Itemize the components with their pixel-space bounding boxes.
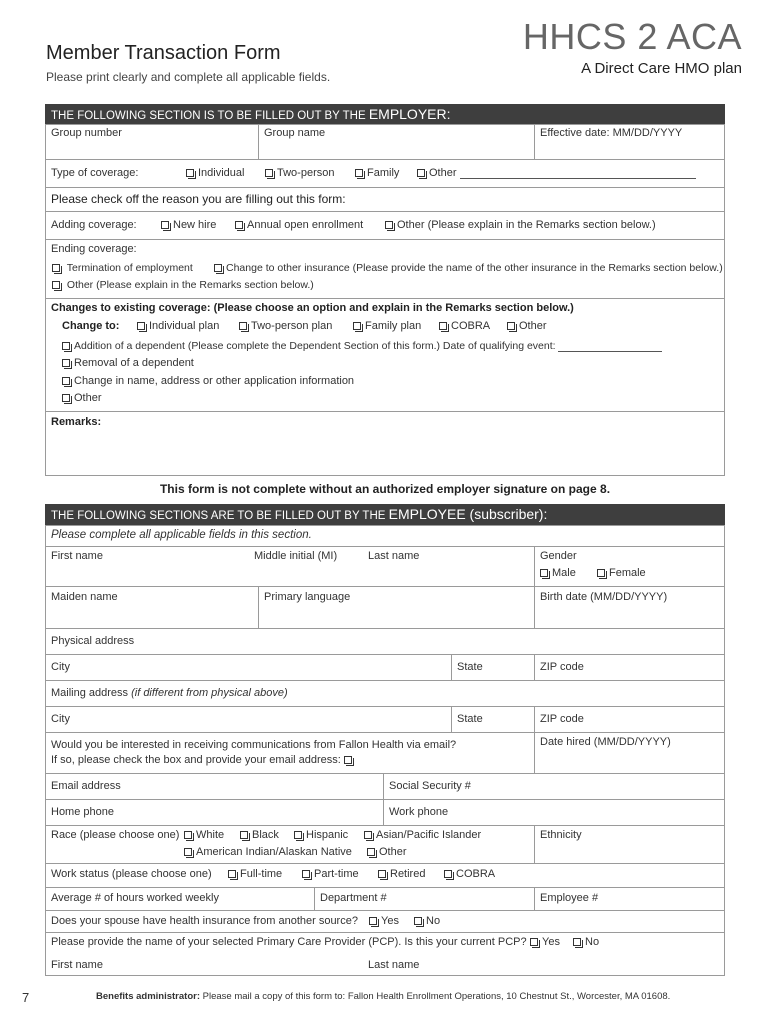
checkbox-icon: [214, 264, 222, 272]
checkbox-icon: [597, 569, 605, 577]
plan-name: A Direct Care HMO plan: [581, 60, 742, 77]
form-code: HHCS 2 ACA: [522, 16, 742, 57]
coverage-individual-checkbox[interactable]: Individual: [186, 167, 244, 179]
employee-number-field[interactable]: Employee #: [540, 892, 599, 904]
divider: [45, 680, 725, 681]
checkbox-icon: [240, 831, 248, 839]
checkbox-icon: [355, 169, 363, 177]
pcp-no-checkbox[interactable]: No: [573, 936, 599, 948]
checkbox-icon: [369, 917, 377, 925]
divider: [45, 239, 725, 240]
addition-dependent-checkbox[interactable]: Addition of a dependent (Please complete the Dependent Section of this form.) Date of qualifying event:: [62, 340, 662, 352]
divider: [45, 799, 725, 800]
work-status-label: Work status (please choose one): [51, 868, 212, 880]
employee-bar-text: THE FOLLOWING SECTIONS ARE TO BE FILLED OUT BY THE: [51, 510, 389, 522]
spouse-yes-checkbox[interactable]: Yes: [369, 915, 399, 927]
employer-bar-text: THE FOLLOWING SECTION IS TO BE FILLED OUT BY THE: [51, 110, 369, 122]
physical-address-field[interactable]: Physical address: [51, 635, 135, 647]
divider: [45, 546, 725, 547]
checkbox-icon: [239, 322, 247, 330]
employee-bar-emphasis: EMPLOYEE (subscriber):: [388, 506, 548, 522]
divider: [534, 124, 535, 159]
qualifying-event-date-line[interactable]: [558, 351, 662, 352]
employee-instruction: Please complete all applicable fields in this section.: [51, 529, 312, 541]
checkbox-icon: [184, 848, 192, 856]
checkbox-icon: [378, 870, 386, 878]
ending-change-insurance-checkbox[interactable]: Change to other insurance (Please provide the name of the other insurance in the Remarks section below.): [214, 262, 723, 274]
checkbox-icon: [385, 221, 393, 229]
adding-open-enrollment-checkbox[interactable]: Annual open enrollment: [235, 219, 363, 231]
change-two-person-plan-checkbox[interactable]: Two-person plan: [239, 320, 332, 332]
divider: [45, 910, 725, 911]
checkbox-icon: [364, 831, 372, 839]
change-family-plan-checkbox[interactable]: Family plan: [353, 320, 421, 332]
checkbox-icon: [573, 938, 581, 946]
divider: [258, 586, 259, 628]
race-label: Race (please choose one): [51, 829, 180, 841]
work-full-time-checkbox[interactable]: Full-time: [228, 868, 282, 880]
group-number-field[interactable]: Group number: [51, 127, 122, 139]
divider: [451, 654, 452, 680]
divider: [534, 706, 535, 774]
gender-male-checkbox[interactable]: Male: [540, 567, 576, 579]
checkbox-icon: [52, 264, 60, 272]
maiden-name-field[interactable]: Maiden name: [51, 591, 118, 603]
checkbox-icon: [161, 221, 169, 229]
adding-other-checkbox[interactable]: Other (Please explain in the Remarks section below.): [385, 219, 656, 231]
change-cobra-checkbox[interactable]: COBRA: [439, 320, 490, 332]
checkbox-icon: [294, 831, 302, 839]
divider: [534, 586, 535, 628]
divider: [45, 628, 725, 629]
coverage-other-line[interactable]: [460, 178, 696, 179]
divider: [534, 546, 535, 586]
state-field[interactable]: State: [457, 661, 483, 673]
divider: [451, 706, 452, 732]
employer-bar-emphasis: EMPLOYER:: [368, 106, 451, 122]
race-white-checkbox[interactable]: White: [184, 829, 224, 841]
divider: [534, 825, 535, 863]
group-name-field[interactable]: Group name: [264, 127, 326, 139]
divider: [45, 411, 725, 412]
divider: [45, 825, 725, 826]
checkbox-icon: [184, 831, 192, 839]
coverage-other-checkbox[interactable]: Other: [417, 167, 696, 179]
divider: [45, 773, 725, 774]
divider: [45, 732, 535, 733]
race-other-checkbox[interactable]: Other: [367, 846, 407, 858]
department-field[interactable]: Department #: [320, 892, 387, 904]
last-name-field[interactable]: Last name: [368, 550, 420, 562]
divider: [534, 887, 535, 910]
checkbox-icon: [302, 870, 310, 878]
ethnicity-field[interactable]: Ethnicity: [540, 829, 582, 841]
email-interest-checkbox[interactable]: If so, please check the box and provide your email address:: [51, 754, 356, 766]
mailing-city-field[interactable]: City: [51, 713, 70, 725]
email-interest-text: Would you be interested in receiving communications from Fallon Health via email?: [51, 739, 457, 751]
mailing-address-field[interactable]: Mailing address (if different from physical above): [51, 687, 288, 699]
checkbox-icon: [62, 359, 70, 367]
divider: [45, 187, 725, 188]
divider: [45, 211, 725, 212]
page-subtitle: Please print clearly and complete all applicable fields.: [46, 70, 331, 84]
employer-section-bar: [45, 104, 725, 124]
type-of-coverage-label: Type of coverage:: [51, 167, 139, 179]
checkbox-icon: [52, 281, 60, 289]
pcp-first-name-field[interactable]: First name: [51, 959, 103, 971]
changes-label: Changes to existing coverage: (Please choose an option and explain in the Remarks section below.): [51, 302, 574, 314]
checkbox-icon: [62, 342, 70, 350]
checkbox-icon: [414, 917, 422, 925]
coverage-family-checkbox[interactable]: Family: [355, 167, 399, 179]
checkbox-icon: [344, 756, 352, 764]
checkbox-icon: [62, 394, 70, 402]
race-american-indian-checkbox[interactable]: American Indian/Alaskan Native: [184, 846, 352, 858]
avg-hours-field[interactable]: Average # of hours worked weekly: [51, 892, 219, 904]
home-phone-field[interactable]: Home phone: [51, 806, 114, 818]
mailing-zip-field[interactable]: ZIP code: [540, 713, 584, 725]
race-asian-checkbox[interactable]: Asian/Pacific Islander: [364, 829, 481, 841]
race-hispanic-checkbox[interactable]: Hispanic: [294, 829, 348, 841]
reason-prompt: Please check off the reason you are filling out this form:: [51, 192, 346, 206]
pcp-yes-checkbox[interactable]: Yes: [530, 936, 560, 948]
pcp-question: Please provide the name of your selected Primary Care Provider (PCP). Is this your current PCP?: [51, 936, 527, 948]
checkbox-icon: [367, 848, 375, 856]
checkbox-icon: [417, 169, 425, 177]
divider: [45, 706, 725, 707]
divider: [45, 887, 725, 888]
checkbox-icon: [507, 322, 515, 330]
work-part-time-checkbox[interactable]: Part-time: [302, 868, 359, 880]
primary-language-field[interactable]: Primary language: [264, 591, 351, 603]
change-other-checkbox[interactable]: Other: [507, 320, 547, 332]
change-to-label: Change to:: [62, 320, 120, 332]
signature-notice: This form is not complete without an authorized employer signature on page 8.: [159, 482, 611, 496]
spouse-insurance-label: Does your spouse have health insurance from another source?: [51, 915, 358, 927]
change-other-item-checkbox[interactable]: Other: [62, 392, 102, 404]
gender-female-checkbox[interactable]: Female: [597, 567, 646, 579]
remarks-field[interactable]: Remarks:: [51, 416, 102, 428]
work-cobra-checkbox[interactable]: COBRA: [444, 868, 495, 880]
date-hired-field[interactable]: Date hired (MM/DD/YYYY): [540, 736, 671, 748]
mailing-state-field[interactable]: State: [457, 713, 483, 725]
work-retired-checkbox[interactable]: Retired: [378, 868, 425, 880]
divider: [534, 654, 535, 680]
checkbox-icon: [439, 322, 447, 330]
ending-coverage-label: Ending coverage:: [51, 243, 137, 255]
footer-admin-text: Please mail a copy of this form to: Fallon Health Enrollment Operations, 10 Chestnut St., Worcester, MA 01608.: [200, 991, 671, 1002]
zip-field[interactable]: ZIP code: [540, 661, 584, 673]
divider: [314, 887, 315, 910]
effective-date-field[interactable]: Effective date: MM/DD/YYYY: [540, 127, 683, 139]
footer-note: [96, 991, 670, 1002]
divider: [534, 732, 725, 733]
gender-label: Gender: [540, 550, 577, 562]
checkbox-icon: [353, 322, 361, 330]
checkbox-icon: [235, 221, 243, 229]
change-individual-plan-checkbox[interactable]: Individual plan: [137, 320, 219, 332]
page-title: Member Transaction Form: [46, 42, 281, 64]
employee-section-bar: [45, 504, 725, 525]
divider: [45, 586, 725, 587]
first-name-field[interactable]: First name: [51, 550, 103, 562]
divider: [45, 654, 725, 655]
divider: [45, 863, 725, 864]
pcp-last-name-field[interactable]: Last name: [368, 959, 420, 971]
checkbox-icon: [228, 870, 236, 878]
checkbox-icon: [444, 870, 452, 878]
middle-initial-field[interactable]: Middle initial (MI): [254, 550, 338, 562]
divider: [45, 298, 725, 299]
birth-date-field[interactable]: Birth date (MM/DD/YYYY): [540, 591, 668, 603]
adding-new-hire-checkbox[interactable]: New hire: [161, 219, 216, 231]
ending-other-checkbox[interactable]: Other (Please explain in the Remarks section below.): [52, 279, 314, 291]
adding-coverage-label: Adding coverage:: [51, 219, 137, 231]
divider: [45, 932, 725, 933]
removal-dependent-checkbox[interactable]: Removal of a dependent: [62, 357, 194, 369]
page-number: 7: [22, 990, 30, 1005]
footer-admin-label: Benefits administrator:: [96, 991, 200, 1002]
email-address-field[interactable]: Email address: [51, 780, 121, 792]
checkbox-icon: [137, 322, 145, 330]
ending-termination-checkbox[interactable]: Termination of employment: [52, 262, 193, 274]
race-black-checkbox[interactable]: Black: [240, 829, 279, 841]
checkbox-icon: [62, 377, 70, 385]
city-field[interactable]: City: [51, 661, 70, 673]
checkbox-icon: [540, 569, 548, 577]
work-phone-field[interactable]: Work phone: [389, 806, 449, 818]
checkbox-icon: [265, 169, 273, 177]
checkbox-icon: [530, 938, 538, 946]
spouse-no-checkbox[interactable]: No: [414, 915, 440, 927]
divider: [45, 159, 725, 160]
ssn-field[interactable]: Social Security #: [389, 780, 471, 792]
checkbox-icon: [186, 169, 194, 177]
divider: [258, 124, 259, 159]
mailing-address-note: (if different from physical above): [131, 687, 288, 699]
change-info-checkbox[interactable]: Change in name, address or other application information: [62, 375, 354, 387]
coverage-two-person-checkbox[interactable]: Two-person: [265, 167, 334, 179]
